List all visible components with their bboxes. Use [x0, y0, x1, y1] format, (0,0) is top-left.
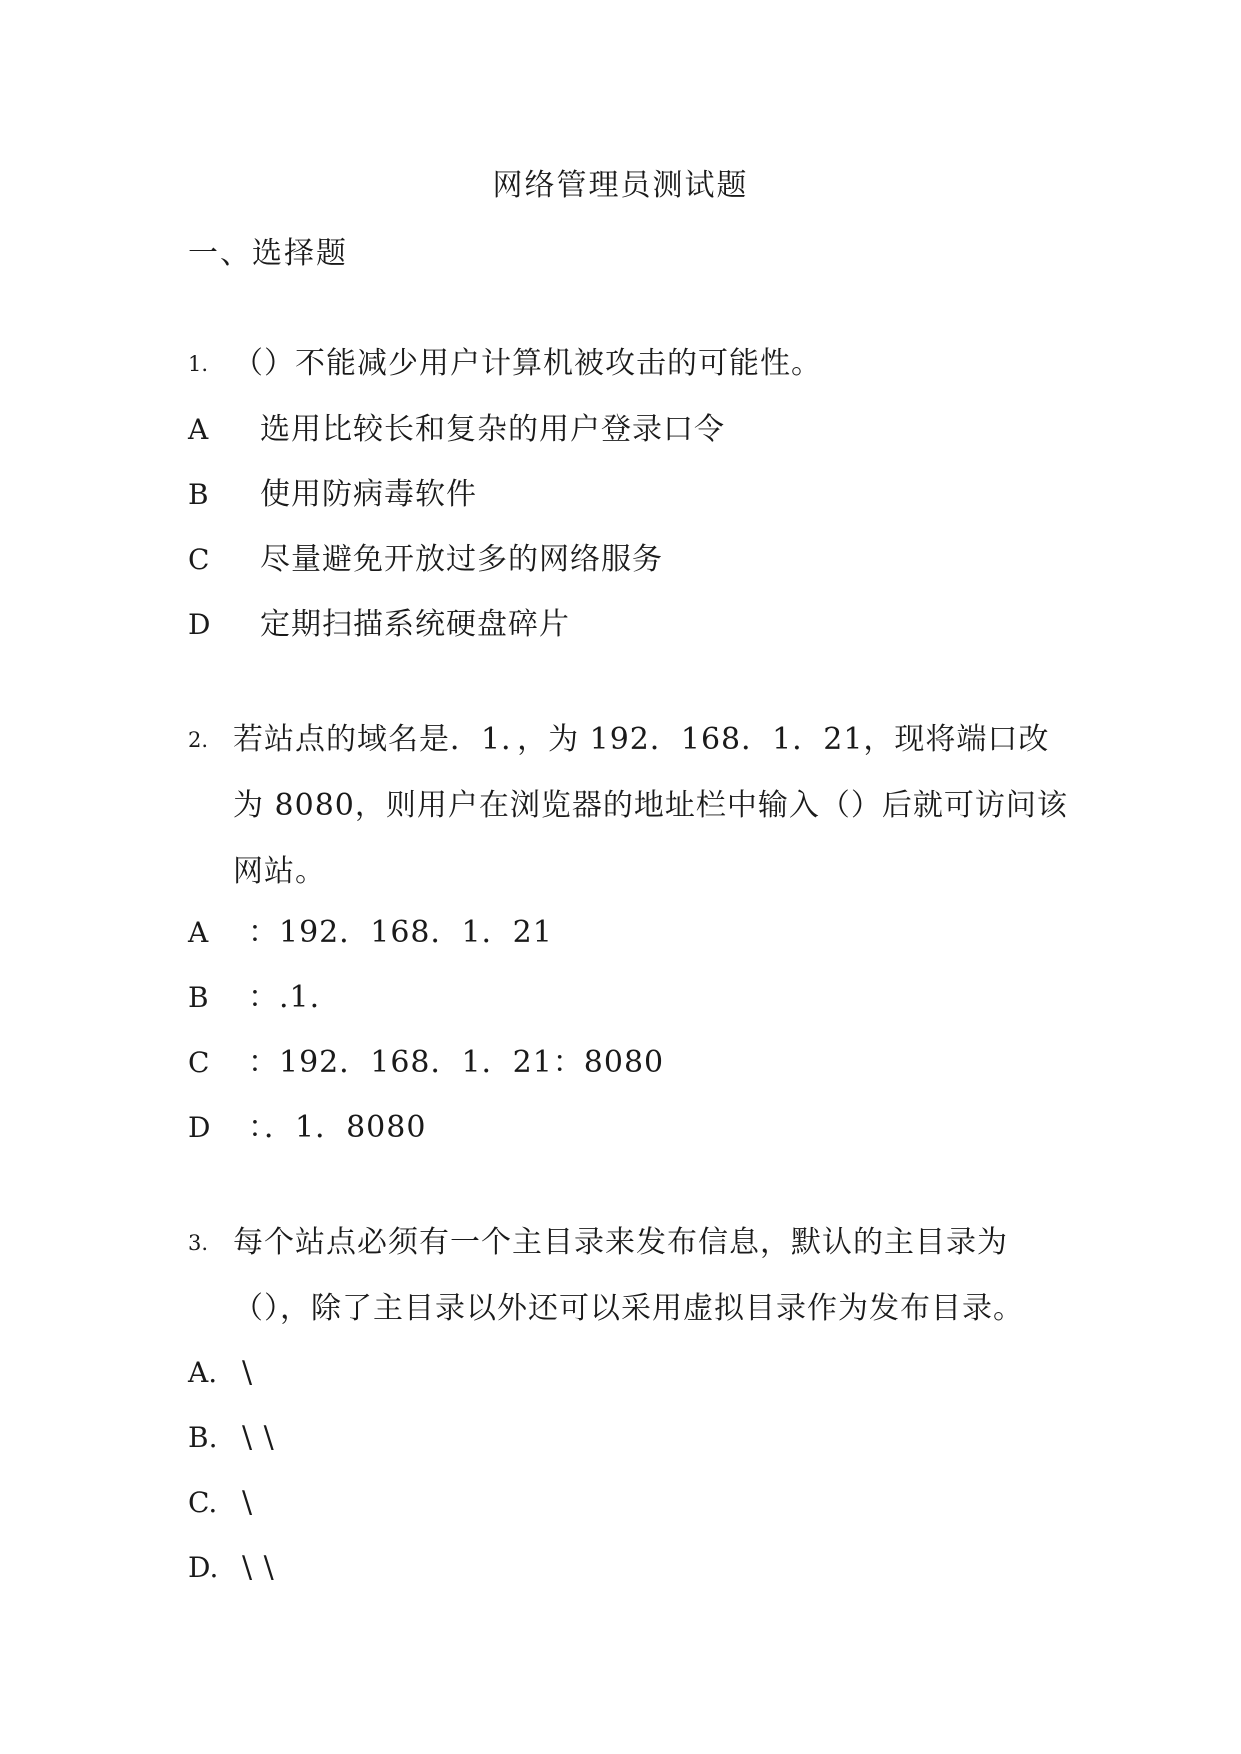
option-a: [188, 900, 553, 966]
option-text: 定期扫描系统硬盘碎片: [260, 607, 570, 642]
question-stem: （）不能减少用户计算机被攻击的可能性。: [233, 346, 822, 381]
option-text: ：192．168．1．21：8080: [248, 1045, 665, 1080]
section-heading: 一、选择题: [188, 236, 348, 271]
option-a: [188, 397, 725, 463]
question-3: [188, 1210, 1068, 1342]
option-letter: D.: [188, 1551, 219, 1584]
option-text: \: [242, 1485, 254, 1520]
option-text: 使用防病毒软件: [260, 477, 477, 512]
option-letter: B: [188, 981, 209, 1014]
page-title: 网络管理员测试题: [492, 168, 749, 203]
option-text: ：192．168．1．21: [248, 915, 553, 950]
option-text: 尽量避免开放过多的网络服务: [260, 542, 663, 577]
question-number: 2.: [188, 728, 209, 752]
option-letter: D: [188, 608, 211, 641]
option-letter: B.: [188, 1421, 218, 1454]
option-letter: A.: [188, 1356, 218, 1389]
option-letter: C.: [188, 1486, 218, 1519]
option-d: [188, 592, 570, 658]
option-text: ：．1．8080: [248, 1110, 427, 1145]
option-b: [188, 965, 320, 1031]
option-letter: C: [188, 543, 210, 576]
option-text: \: [242, 1355, 254, 1390]
question-1: [188, 331, 1068, 397]
option-letter: A: [188, 916, 209, 949]
option-b: [188, 1405, 275, 1471]
option-text: \ \: [242, 1550, 275, 1585]
option-d: [188, 1535, 275, 1601]
question-2: [188, 707, 1068, 905]
option-a: [188, 1340, 253, 1406]
option-c: [188, 527, 663, 593]
option-text: ：.1.: [248, 980, 321, 1015]
option-letter: A: [188, 413, 209, 446]
question-number: 1.: [188, 352, 209, 376]
option-b: [188, 462, 477, 528]
question-stem: 若站点的域名是．1．，为 192．168．1．21，现将端口改为 8080，则用户在浏览器的地址栏中输入（）后就可访问该网站。: [233, 722, 1068, 889]
option-letter: D: [188, 1111, 211, 1144]
question-stem: 每个站点必须有一个主目录来发布信息，默认的主目录为（），除了主目录以外还可以采用虚拟目录作为发布目录。: [233, 1225, 1024, 1326]
option-letter: C: [188, 1046, 210, 1079]
question-number: 3.: [188, 1231, 209, 1255]
option-text: 选用比较长和复杂的用户登录口令: [260, 412, 725, 447]
option-letter: B: [188, 478, 209, 511]
option-c: [188, 1470, 253, 1536]
option-d: [188, 1095, 426, 1161]
option-c: [188, 1030, 664, 1096]
option-text: \ \: [242, 1420, 275, 1455]
